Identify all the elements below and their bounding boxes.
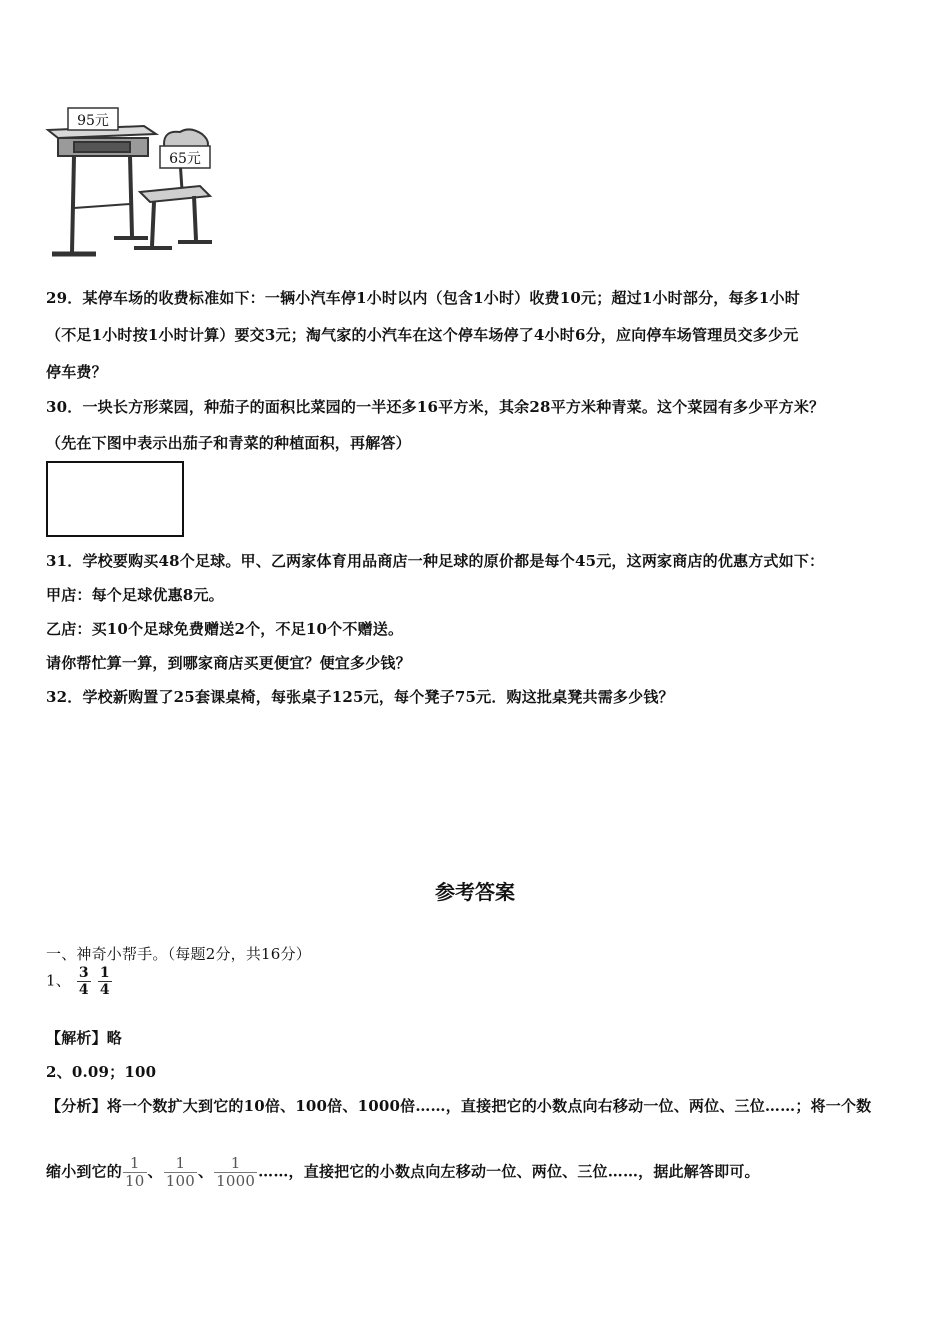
separator: 、: [197, 1162, 214, 1181]
answer-1: [46, 966, 113, 997]
q31-line-4: 请你帮忙算一算，到哪家商店买更便宜？便宜多少钱？: [46, 654, 411, 672]
q29-line-1: 29．某停车场的收费标准如下：一辆小汽车停1小时以内（包含1小时）收费10元；超过1小时部分，每多1小时: [46, 289, 800, 307]
q29-line-2: （不足1小时按1小时计算）要交3元；淘气家的小汽车在这个停车场停了4小时6分，应向停车场管理员交多少元: [46, 326, 799, 344]
fraction-one-hundredth: [164, 1156, 197, 1189]
q31-line-3: 乙店：买10个足球免费赠送2个，不足10个不赠送。: [46, 620, 404, 638]
answers-title: 参考答案: [435, 880, 515, 904]
chair-price-label: 65元: [169, 151, 201, 167]
fraction-numerator: 1: [164, 1156, 197, 1173]
analysis-suffix: ……，直接把它的小数点向左移动一位、两位、三位……，据此解答即可。: [258, 1162, 760, 1181]
q30-line-2: （先在下图中表示出茄子和青菜的种植面积，再解答）: [46, 434, 411, 452]
q32-line-1: 32．学校新购置了25套课桌椅，每张桌子125元，每个凳子75元．购这批桌凳共需多少钱？: [46, 688, 674, 706]
analysis-prefix: 缩小到它的: [46, 1162, 123, 1181]
fraction-numerator: 1: [214, 1156, 257, 1173]
answer-1-fraction-2: [98, 966, 112, 997]
fraction-denominator: 4: [99, 982, 110, 998]
fraction-denominator: 10: [125, 1172, 145, 1190]
q29-line-3: 停车费？: [46, 363, 107, 381]
answer-2-analysis-line-2: [46, 1156, 760, 1189]
answer-2-analysis-line-1: 【分析】将一个数扩大到它的10倍、100倍、1000倍……，直接把它的小数点向右移动一位、两位、三位……；将一个数: [46, 1097, 872, 1115]
q31-line-1: 31．学校要购买48个足球。甲、乙两家体育用品商店一种足球的原价都是每个45元，这两家商店的优惠方式如下：: [46, 552, 825, 570]
fraction-one-thousandth: [214, 1156, 257, 1189]
answer-1-prefix: 1、: [46, 971, 71, 990]
fraction-denominator: 100: [165, 1172, 195, 1190]
fraction-numerator: 1: [123, 1156, 147, 1173]
desk-price-label: 95元: [77, 113, 109, 129]
fraction-numerator: 3: [78, 965, 89, 981]
desk-chair-illustration: [44, 104, 224, 264]
fraction-one-tenth: [123, 1156, 147, 1189]
answer-1-fraction-1: [77, 966, 91, 997]
desk-drawing: [48, 126, 156, 254]
separator: 、: [147, 1162, 163, 1181]
fraction-denominator: 4: [78, 982, 89, 998]
fraction-denominator: 1000: [216, 1172, 256, 1190]
answer-2: 2、0.09；100: [46, 1063, 157, 1081]
fraction-numerator: 1: [99, 965, 110, 981]
answer-1-analysis: 【解析】略: [46, 1029, 123, 1047]
garden-rectangle-drawing-area: [46, 461, 184, 537]
q30-line-1: 30．一块长方形菜园，种茄子的面积比菜园的一半还多16平方米，其余28平方米种青菜。这个菜园有多少平方米？: [46, 398, 825, 416]
answers-section-1-heading: 一、神奇小帮手。（每题2分，共16分）: [46, 945, 311, 963]
q31-line-2: 甲店：每个足球优惠8元。: [46, 586, 224, 604]
